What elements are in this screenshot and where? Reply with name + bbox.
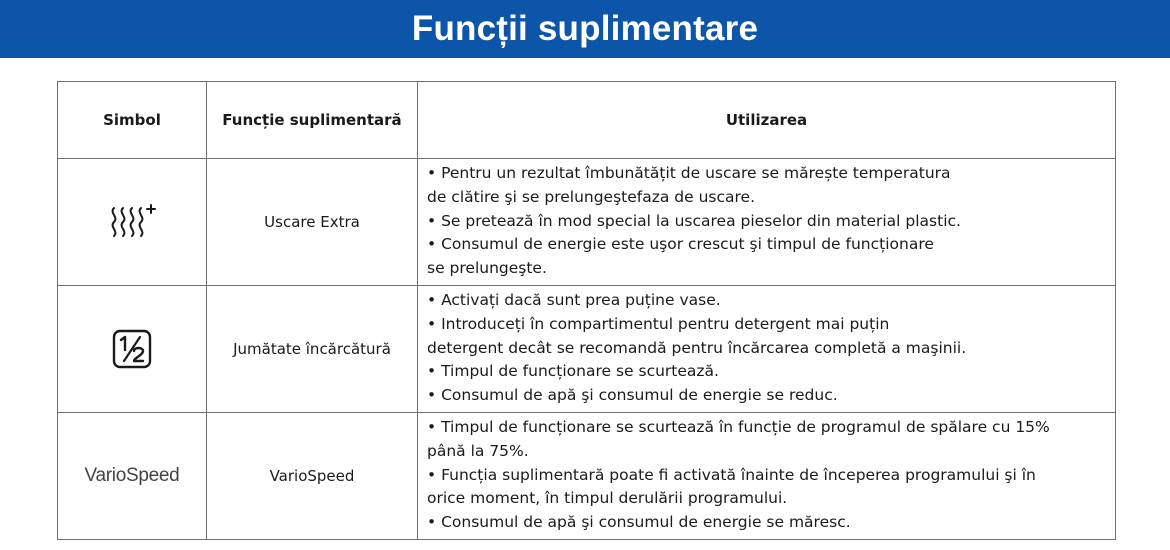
usage-line: • Pentru un rezultat îmbunătățit de uscare se mărește temperatura: [427, 164, 951, 182]
usage-line: • Consumul de apă şi consumul de energie se reduc.: [427, 386, 838, 405]
usage-line: • Timpul de funcționare se scurtează în funcție de programul de spălare cu 15%: [427, 418, 1050, 436]
header-function: Funcție suplimentară: [207, 82, 418, 159]
usage-line: detergent decât se recomandă pentru încărcarea completă a maşinii.: [427, 338, 967, 357]
half-load-icon: [112, 339, 152, 358]
function-name: VarioSpeed: [207, 413, 418, 540]
usage-cell: [418, 413, 1116, 540]
page-title: Funcții suplimentare: [411, 9, 759, 48]
header-symbol: Simbol: [58, 82, 207, 159]
usage-line: • Introduceți în compartimentul pentru detergent mai puțin: [427, 314, 890, 333]
usage-line: • Funcția suplimentară poate fi activată înainte de începerea programului şi în: [427, 465, 1036, 484]
usage-line: • Activați dacă sunt prea puține vase.: [427, 291, 721, 309]
symbol-cell: [58, 159, 207, 286]
usage-line: • Se pretează în mod special la uscarea pieselor din material plastic.: [427, 211, 961, 230]
extra-dry-icon: [106, 212, 158, 231]
header-usage: Utilizarea: [418, 82, 1116, 159]
table-header-row: [58, 82, 1116, 159]
usage-line: se prelungeşte.: [427, 259, 547, 278]
table-row: [58, 286, 1116, 413]
usage-line: până la 75%.: [427, 441, 529, 460]
function-name: Jumătate încărcătură: [207, 286, 418, 413]
usage-cell: [418, 286, 1116, 413]
title-banner: [0, 0, 1170, 58]
function-name: Uscare Extra: [207, 159, 418, 286]
usage-line: • Consumul de energie este uşor crescut şi timpul de funcționare: [427, 235, 934, 254]
usage-line: de clătire şi se prelungeştefaza de uscare.: [427, 187, 756, 206]
usage-line: orice moment, în timpul derulării programului.: [427, 489, 788, 508]
symbol-cell: [58, 286, 207, 413]
usage-cell: [418, 159, 1116, 286]
features-table: [57, 81, 1116, 540]
usage-line: • Consumul de apă şi consumul de energie se măresc.: [427, 513, 851, 532]
table-row: [58, 159, 1116, 286]
table-row: [58, 413, 1116, 540]
usage-line: • Timpul de funcționare se scurtează.: [427, 362, 719, 381]
variospeed-symbol: VarioSpeed: [84, 465, 180, 486]
symbol-cell: [58, 413, 207, 540]
